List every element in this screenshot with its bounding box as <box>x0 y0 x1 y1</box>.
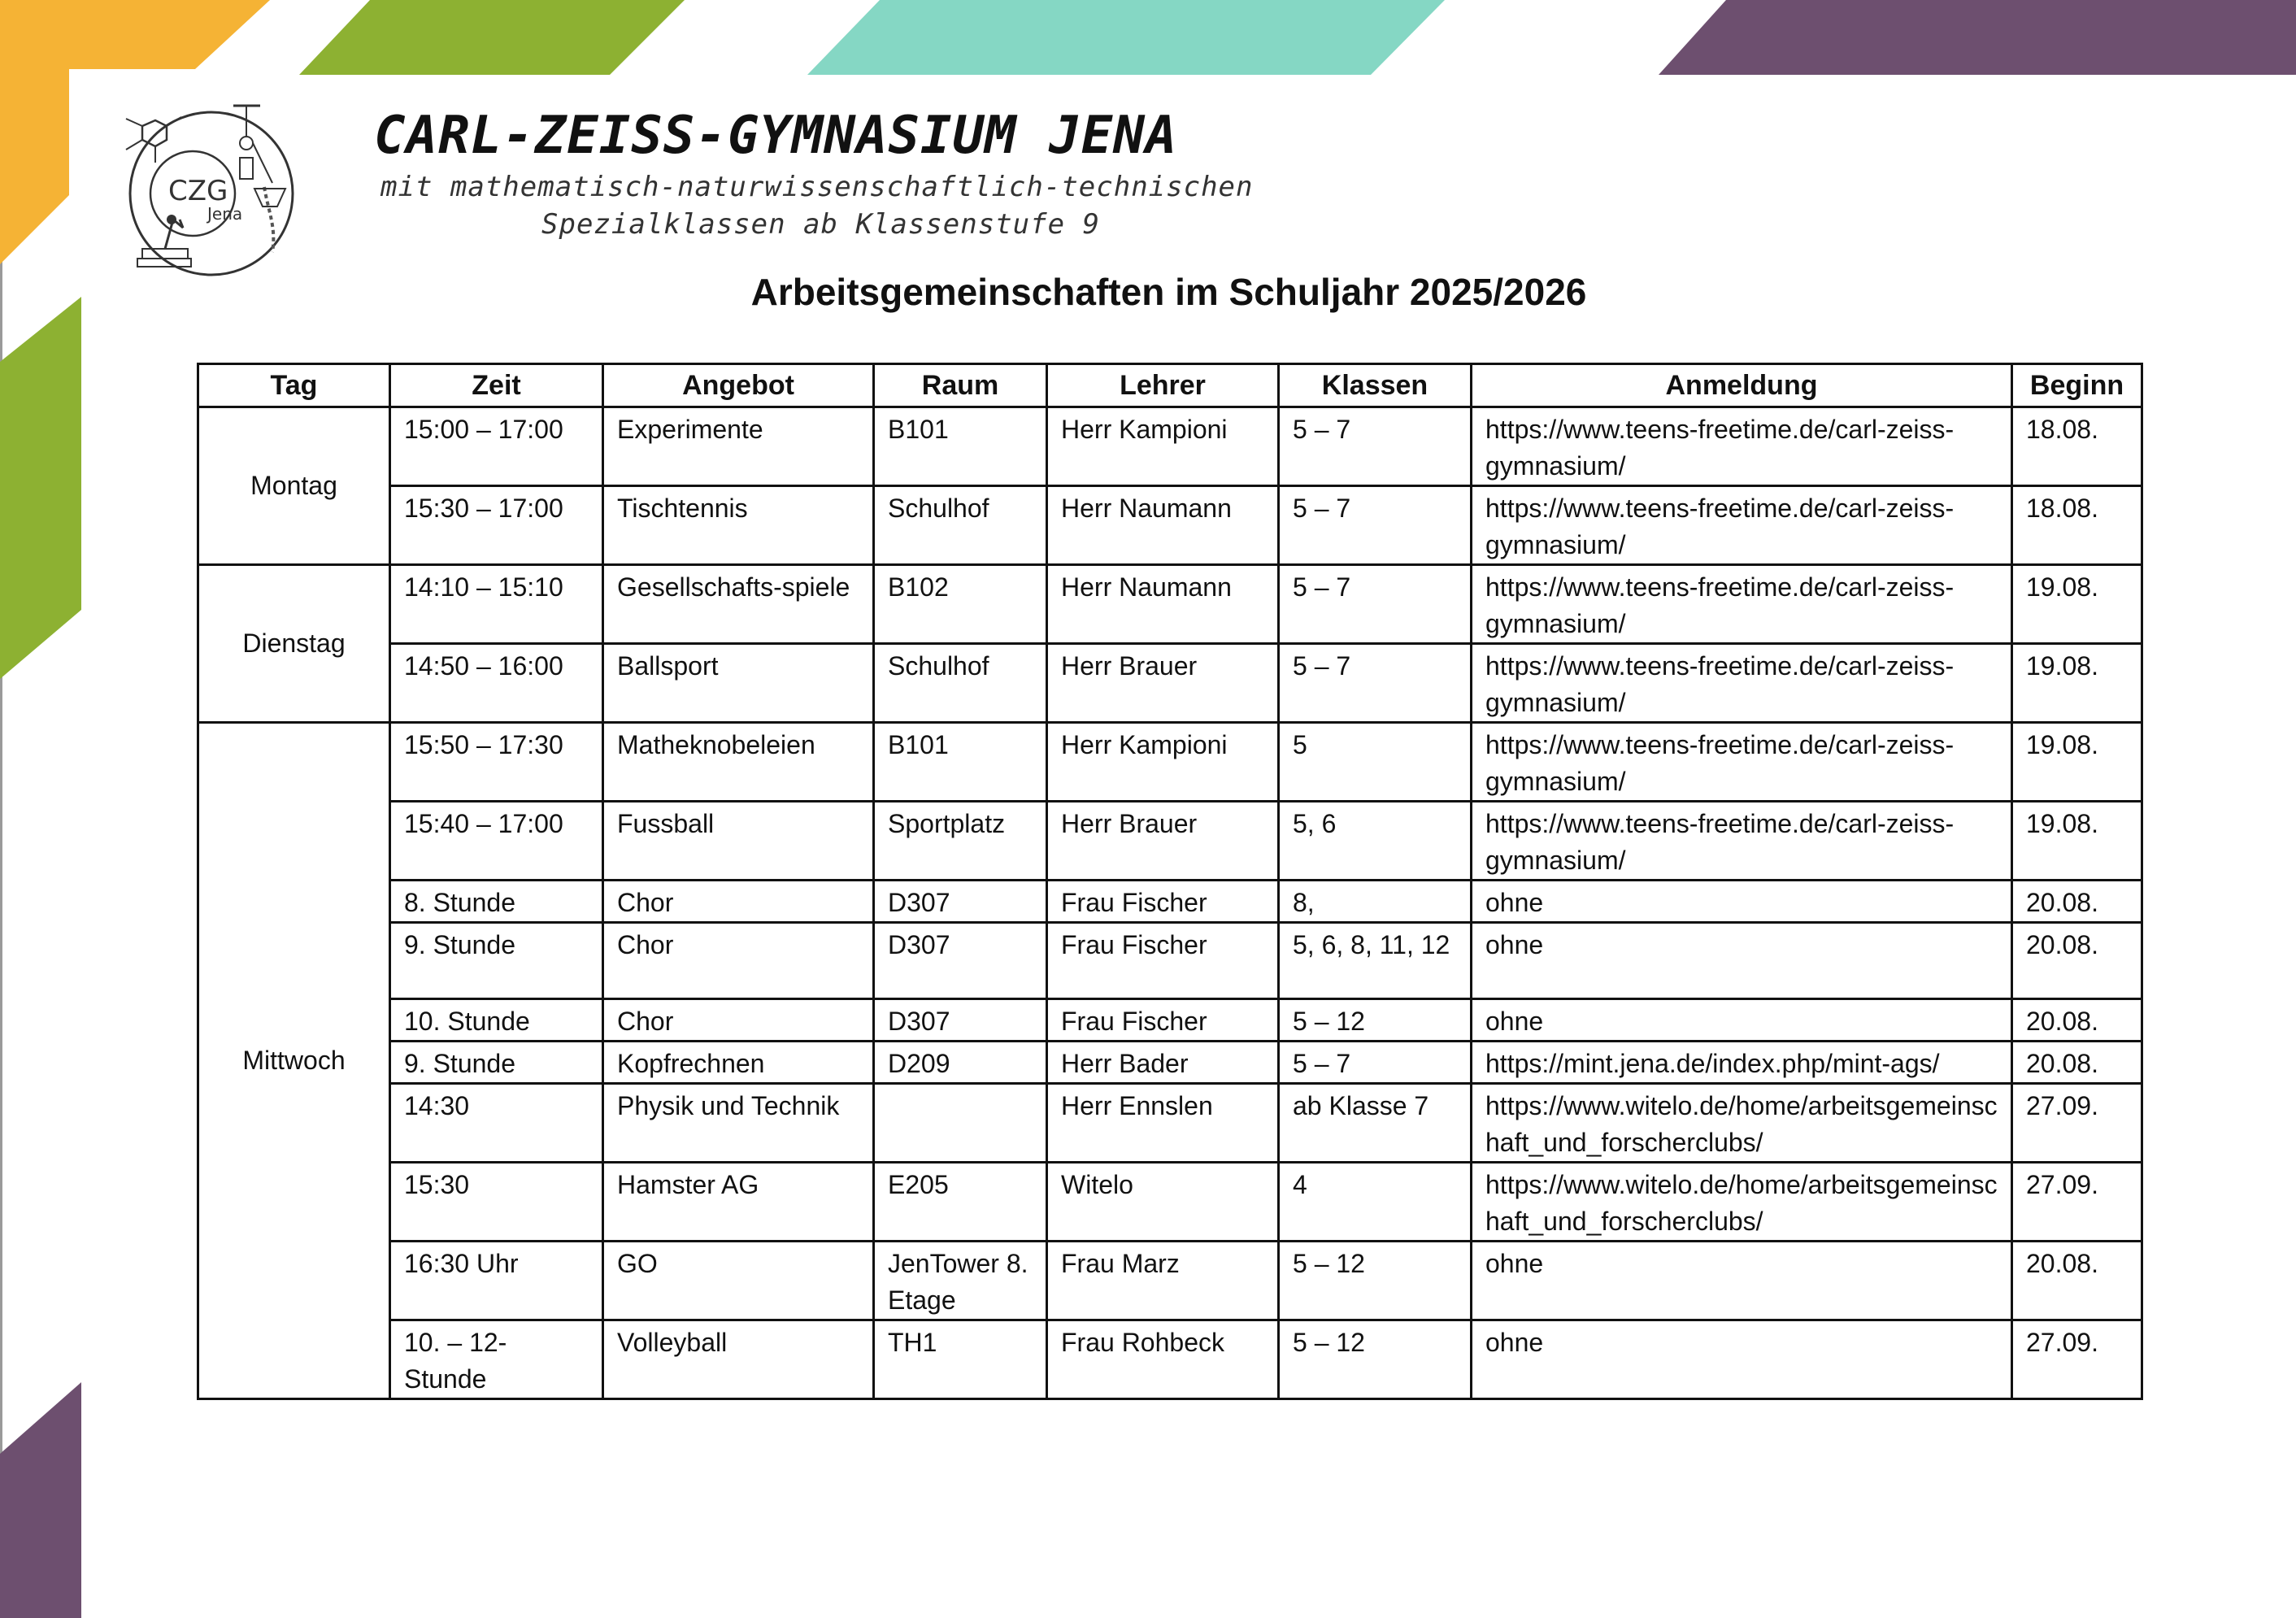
cell-klassen: 5 – 12 <box>1279 999 1472 1042</box>
col-header-zeit: Zeit <box>390 364 603 407</box>
school-name: CARL-ZEISS-GYMNASIUM JENA <box>374 106 1178 166</box>
school-subtitle-line1: mit mathematisch-naturwissenschaftlich-technischen <box>380 171 1254 203</box>
cell-angebot: Chor <box>603 923 874 999</box>
cell-klassen: 5 <box>1279 723 1472 802</box>
cell-raum: D307 <box>874 999 1047 1042</box>
cell-angebot: GO <box>603 1242 874 1320</box>
cell-lehrer: Frau Marz <box>1047 1242 1279 1320</box>
day-cell-dienstag: Dienstag <box>198 565 390 723</box>
cell-anmeldung: ohne <box>1472 881 2012 923</box>
green-top-stripe <box>299 0 685 75</box>
table-row <box>198 1163 2142 1242</box>
cell-zeit: 8. Stunde <box>390 881 603 923</box>
cell-raum: D307 <box>874 923 1047 999</box>
cell-raum: TH1 <box>874 1320 1047 1399</box>
cell-klassen: 5 – 12 <box>1279 1242 1472 1320</box>
cell-lehrer: Herr Kampioni <box>1047 723 1279 802</box>
cell-zeit: 16:30 Uhr <box>390 1242 603 1320</box>
ag-schedule-table <box>197 363 2143 1400</box>
cell-zeit: 10. Stunde <box>390 999 603 1042</box>
cell-zeit: 15:40 – 17:00 <box>390 802 603 881</box>
cell-beginn: 20.08. <box>2012 923 2142 999</box>
cell-beginn: 19.08. <box>2012 723 2142 802</box>
col-header-tag: Tag <box>198 364 390 407</box>
cell-angebot: Tischtennis <box>603 486 874 565</box>
table-row <box>198 486 2142 565</box>
cell-lehrer: Herr Brauer <box>1047 644 1279 723</box>
cell-angebot: Chor <box>603 881 874 923</box>
cell-lehrer: Herr Naumann <box>1047 486 1279 565</box>
purple-bottom-left-stripe <box>0 1382 81 1618</box>
cell-anmeldung: ohne <box>1472 1320 2012 1399</box>
table-row <box>198 999 2142 1042</box>
cell-klassen: 5 – 7 <box>1279 407 1472 486</box>
cell-angebot: Ballsport <box>603 644 874 723</box>
cell-zeit: 15:30 – 17:00 <box>390 486 603 565</box>
document-title: Arbeitsgemeinschaften im Schuljahr 2025/2026 <box>750 271 1587 313</box>
cell-zeit: 9. Stunde <box>390 923 603 999</box>
cell-beginn: 18.08. <box>2012 407 2142 486</box>
table-row <box>198 723 2142 802</box>
col-header-anmeldung: Anmeldung <box>1472 364 2012 407</box>
cell-anmeldung: https://www.witelo.de/home/arbeitsgemeinschaft_und_forscherclubs/ <box>1472 1163 2012 1242</box>
table-row <box>198 1084 2142 1163</box>
cell-angebot: Hamster AG <box>603 1163 874 1242</box>
cell-zeit: 14:50 – 16:00 <box>390 644 603 723</box>
cell-anmeldung: https://www.teens-freetime.de/carl-zeiss-gymnasium/ <box>1472 644 2012 723</box>
cell-lehrer: Herr Kampioni <box>1047 407 1279 486</box>
table-row <box>198 923 2142 999</box>
cell-zeit: 10. – 12- Stunde <box>390 1320 603 1399</box>
cell-klassen: 5 – 7 <box>1279 644 1472 723</box>
cell-angebot: Fussball <box>603 802 874 881</box>
cell-anmeldung: https://www.teens-freetime.de/carl-zeiss-gymnasium/ <box>1472 407 2012 486</box>
cell-beginn: 27.09. <box>2012 1320 2142 1399</box>
cell-klassen: 8, <box>1279 881 1472 923</box>
cell-klassen: 5, 6 <box>1279 802 1472 881</box>
day-cell-mittwoch: Mittwoch <box>198 723 390 1399</box>
cell-anmeldung[interactable]: https://mint.jena.de/index.php/mint-ags/ <box>1472 1042 2012 1084</box>
cell-raum: B102 <box>874 565 1047 644</box>
cell-klassen: 5, 6, 8, 11, 12 <box>1279 923 1472 999</box>
cell-zeit: 15:30 <box>390 1163 603 1242</box>
logo-text: CZG <box>168 175 228 207</box>
table-row <box>198 407 2142 486</box>
cell-zeit: 14:10 – 15:10 <box>390 565 603 644</box>
cell-beginn: 27.09. <box>2012 1163 2142 1242</box>
purple-top-stripe <box>1659 0 2296 75</box>
cell-lehrer: Herr Brauer <box>1047 802 1279 881</box>
table-row <box>198 802 2142 881</box>
table-row <box>198 644 2142 723</box>
table-row <box>198 1320 2142 1399</box>
cell-angebot: Chor <box>603 999 874 1042</box>
col-header-raum: Raum <box>874 364 1047 407</box>
cell-raum: B101 <box>874 407 1047 486</box>
cell-angebot: Physik und Technik <box>603 1084 874 1163</box>
cell-raum: Schulhof <box>874 486 1047 565</box>
cell-lehrer: Frau Fischer <box>1047 923 1279 999</box>
cell-lehrer: Frau Rohbeck <box>1047 1320 1279 1399</box>
cell-anmeldung: ohne <box>1472 999 2012 1042</box>
cell-lehrer: Herr Bader <box>1047 1042 1279 1084</box>
cell-anmeldung: ohne <box>1472 1242 2012 1320</box>
school-subtitle-line2: Spezialklassen ab Klassenstufe 9 <box>541 208 1101 241</box>
cell-lehrer: Herr Naumann <box>1047 565 1279 644</box>
cell-lehrer: Frau Fischer <box>1047 999 1279 1042</box>
cell-beginn: 20.08. <box>2012 881 2142 923</box>
cell-angebot: Matheknobeleien <box>603 723 874 802</box>
cell-beginn: 20.08. <box>2012 999 2142 1042</box>
cell-klassen: 5 – 12 <box>1279 1320 1472 1399</box>
col-header-klassen: Klassen <box>1279 364 1472 407</box>
cell-angebot: Volleyball <box>603 1320 874 1399</box>
cell-anmeldung: ohne <box>1472 923 2012 999</box>
col-header-angebot: Angebot <box>603 364 874 407</box>
cell-anmeldung: https://www.teens-freetime.de/carl-zeiss-gymnasium/ <box>1472 565 2012 644</box>
cell-raum: E205 <box>874 1163 1047 1242</box>
cell-klassen: 5 – 7 <box>1279 1042 1472 1084</box>
cell-raum: Schulhof <box>874 644 1047 723</box>
cell-zeit: 15:00 – 17:00 <box>390 407 603 486</box>
cell-zeit: 15:50 – 17:30 <box>390 723 603 802</box>
logo-subtext: Jena <box>207 204 243 224</box>
cell-beginn: 18.08. <box>2012 486 2142 565</box>
cell-klassen: ab Klasse 7 <box>1279 1084 1472 1163</box>
cell-angebot: Kopfrechnen <box>603 1042 874 1084</box>
cell-angebot: Gesellschafts-spiele <box>603 565 874 644</box>
cell-anmeldung: https://www.teens-freetime.de/carl-zeiss-gymnasium/ <box>1472 723 2012 802</box>
cell-beginn: 20.08. <box>2012 1242 2142 1320</box>
cell-raum: B101 <box>874 723 1047 802</box>
cell-raum: D307 <box>874 881 1047 923</box>
col-header-beginn: Beginn <box>2012 364 2142 407</box>
day-cell-montag: Montag <box>198 407 390 565</box>
col-header-lehrer: Lehrer <box>1047 364 1279 407</box>
cell-beginn: 20.08. <box>2012 1042 2142 1084</box>
cell-beginn: 27.09. <box>2012 1084 2142 1163</box>
cell-zeit: 14:30 <box>390 1084 603 1163</box>
cell-lehrer: Witelo <box>1047 1163 1279 1242</box>
cell-raum <box>874 1084 1047 1163</box>
table-row <box>198 1242 2142 1320</box>
cell-zeit: 9. Stunde <box>390 1042 603 1084</box>
cell-lehrer: Herr Ennslen <box>1047 1084 1279 1163</box>
cell-klassen: 4 <box>1279 1163 1472 1242</box>
cell-anmeldung: https://www.teens-freetime.de/carl-zeiss-gymnasium/ <box>1472 486 2012 565</box>
cell-beginn: 19.08. <box>2012 644 2142 723</box>
school-logo <box>102 98 321 289</box>
table-row <box>198 1042 2142 1084</box>
cell-anmeldung: https://www.teens-freetime.de/carl-zeiss-gymnasium/ <box>1472 802 2012 881</box>
cell-lehrer: Frau Fischer <box>1047 881 1279 923</box>
table-header-row <box>198 364 2142 407</box>
cell-beginn: 19.08. <box>2012 802 2142 881</box>
cell-beginn: 19.08. <box>2012 565 2142 644</box>
cell-klassen: 5 – 7 <box>1279 565 1472 644</box>
green-left-stripe <box>0 297 81 679</box>
table-row <box>198 881 2142 923</box>
cell-raum: JenTower 8. Etage <box>874 1242 1047 1320</box>
cell-angebot: Experimente <box>603 407 874 486</box>
cell-anmeldung: https://www.witelo.de/home/arbeitsgemeinschaft_und_forscherclubs/ <box>1472 1084 2012 1163</box>
table-row <box>198 565 2142 644</box>
teal-top-stripe <box>807 0 1445 75</box>
cell-raum: Sportplatz <box>874 802 1047 881</box>
cell-klassen: 5 – 7 <box>1279 486 1472 565</box>
cell-raum: D209 <box>874 1042 1047 1084</box>
